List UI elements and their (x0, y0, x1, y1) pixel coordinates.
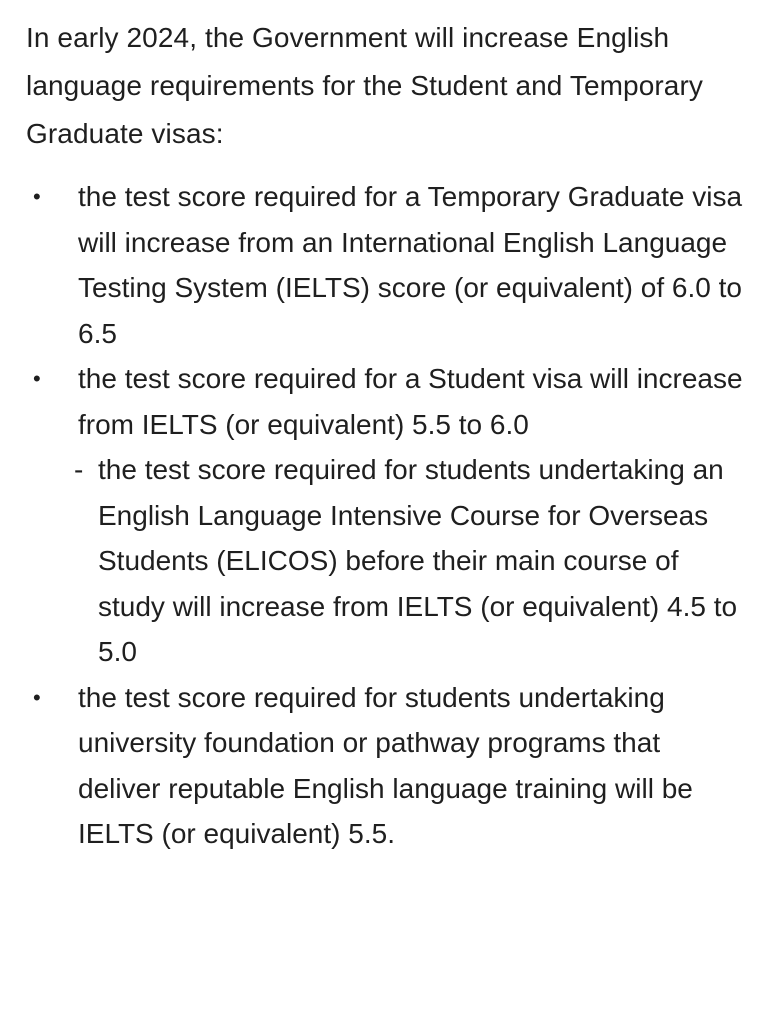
sub-bullet-item-elicos (26, 447, 748, 675)
bullet-text: the test score required for a Student visa will increase from IELTS (or equivalent) 5.5 to 6.0 (78, 363, 743, 440)
sub-bullet-marker: - (74, 454, 84, 485)
bullet-text: the test score required for students undertaking university foundation or pathway programs that deliver reputable English language training will be IELTS (or equivalent) 5.5. (78, 681, 693, 849)
bullet-item-student-visa (26, 356, 748, 447)
bullet-list (26, 174, 748, 857)
intro-paragraph: In early 2024, the Government will increase English language requirements for the Student and Temporary Graduate visas: (26, 22, 704, 149)
bullet-text: the test score required for a Temporary Graduate visa will increase from an International English Language Testing System (IELTS) score (or equivalent) of 6.0 to 6.5 (78, 181, 743, 349)
bullet-marker: • (33, 366, 41, 391)
bullet-item-temporary-graduate (26, 174, 748, 356)
sub-bullet-text: the test score required for students undertaking an English Language Intensive Course for Overseas Students (ELICOS) before their main course of study will increase from IELTS (or equivalent) 4.5 to 5.0 (98, 454, 738, 667)
bullet-marker: • (33, 184, 41, 209)
bullet-item-foundation-pathway (26, 675, 748, 857)
bullet-marker: • (33, 684, 41, 710)
